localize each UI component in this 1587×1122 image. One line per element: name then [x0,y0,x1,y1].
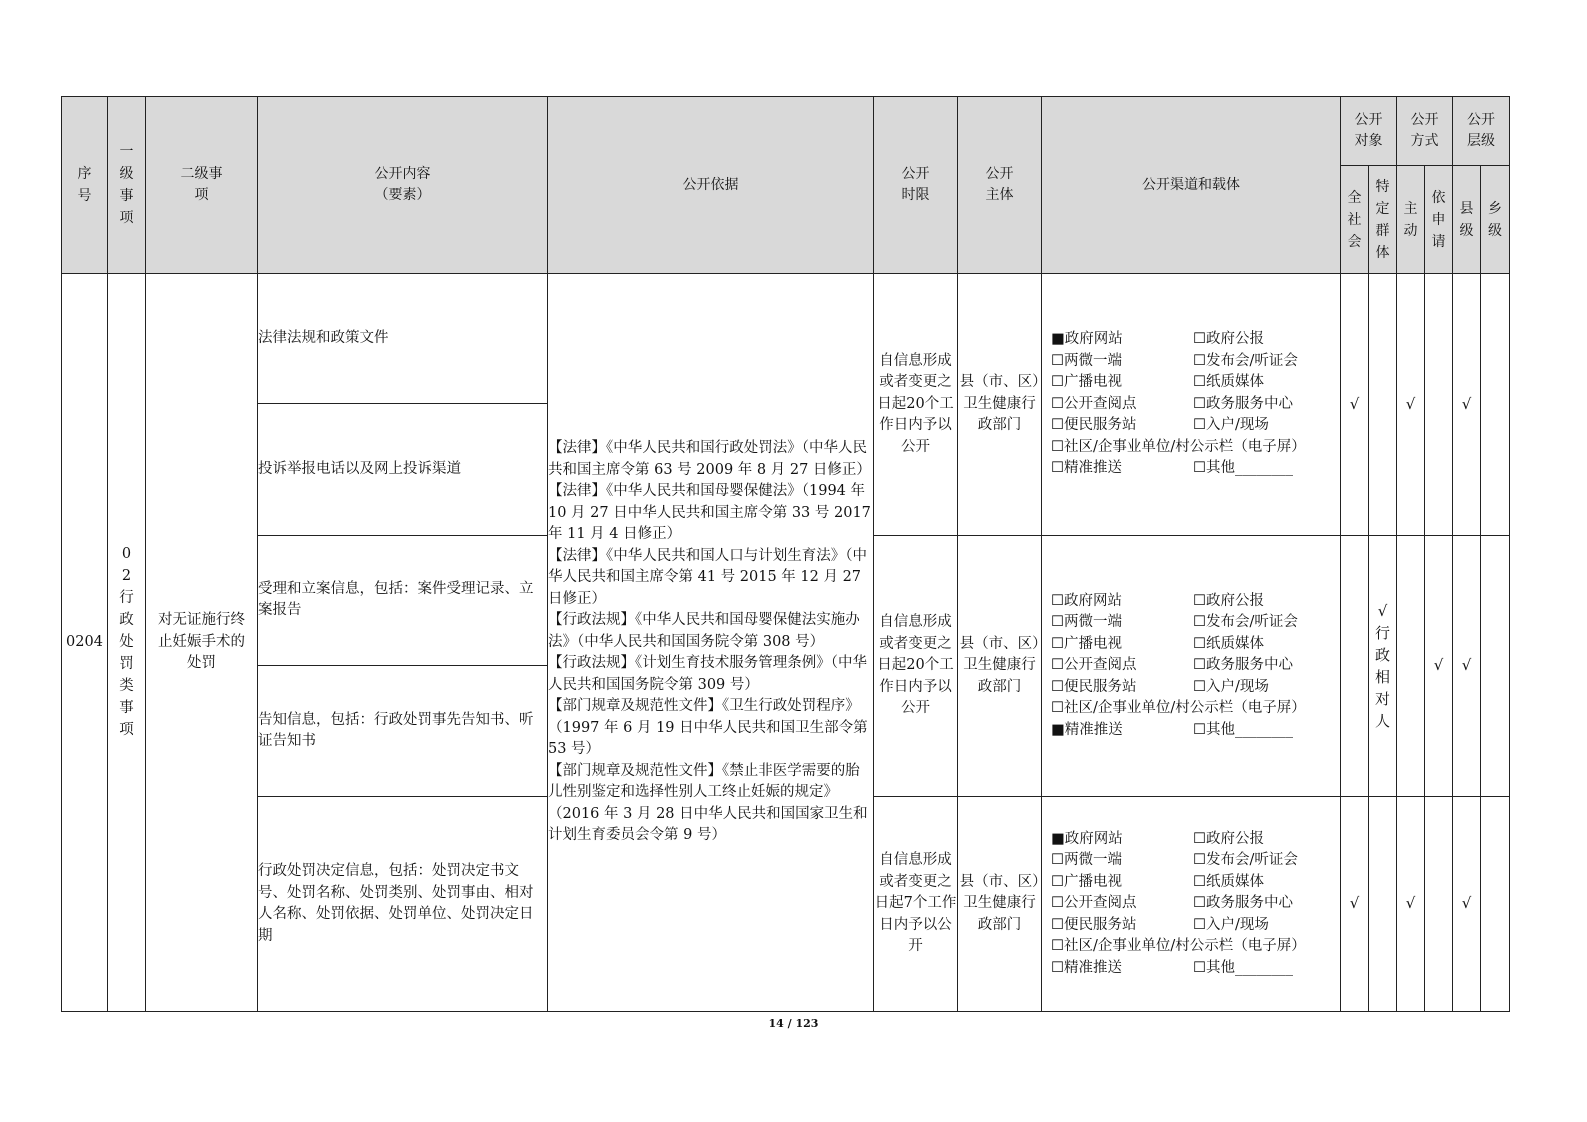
level-county-tick: √ [1453,797,1481,1012]
channel-cell [1042,797,1341,1012]
header-method: 公开方式 [1397,97,1453,166]
channel-option: ■精准推送 [1051,721,1123,738]
channel-option: ☐公开查阅点 [1051,395,1137,412]
content-item: 投诉举报电话以及网上投诉渠道 [258,404,548,535]
method-apply-tick [1425,797,1453,1012]
channel-option: ☐入户/现场 [1193,916,1269,933]
channel-option: ☐发布会/听证会 [1193,614,1298,631]
channel-cell [1042,274,1341,536]
channel-option: ☐纸质媒体 [1193,873,1264,890]
basis-item: 【法律】《中华人民共和国行政处罚法》（中华人民共和国主席令第 63 号 2009 年 8 月 27 日修正） [548,440,871,478]
channel-option: ☐政府公报 [1193,830,1264,847]
channel-option: ☐广播电视 [1051,873,1122,890]
channel-option: ☐公开查阅点 [1051,657,1137,674]
header-seq: 序号 [62,97,108,274]
target-all-tick [1341,535,1369,797]
page-number: 14 / 123 [768,1017,819,1030]
channel-option: ☐入户/现场 [1193,678,1269,695]
method-active-tick: √ [1397,274,1425,536]
method-active-tick: √ [1397,797,1425,1012]
disclosure-table [61,96,1510,1012]
header-level1: 一级事项 [108,97,146,274]
channel-option: ☐其他________ [1193,959,1293,976]
header-time-limit: 公开时限 [874,97,958,274]
basis-item: 【法律】《中华人民共和国母婴保健法》（1994 年 10 月 27 日中华人民共和国主席令第 33 号 2017 年 11 月 4 日修正） [548,483,871,543]
method-apply-tick [1425,274,1453,536]
channel-option: ☐便民服务站 [1051,417,1137,434]
channel-option: ☐两微一端 [1051,352,1122,369]
channel-option: ☐广播电视 [1051,635,1122,652]
level-town-tick [1481,274,1510,536]
basis-item: 【行政法规】《中华人民共和国母婴保健法实施办法》（中华人民共和国国务院令第 308 号） [548,612,860,650]
header-basis: 公开依据 [548,97,874,274]
channel-option: ☐政务服务中心 [1193,895,1293,912]
basis-item: 【行政法规】《计划生育技术服务管理条例》（中华人民共和国国务院令第 309 号） [548,655,867,693]
channel-option: ☐广播电视 [1051,374,1122,391]
channel-option: ☐发布会/听证会 [1193,852,1298,869]
level-town-tick [1481,535,1510,797]
target-specific-tick: √行政相对人 [1369,535,1397,797]
method-active-tick [1397,535,1425,797]
target-all-tick: √ [1341,274,1369,536]
header-method-active: 主动 [1397,166,1425,274]
content-item: 法律法规和政策文件 [258,274,548,404]
subject-cell: 县（市、区）卫生健康行政部门 [958,797,1042,1012]
header-method-apply: 依申请 [1425,166,1453,274]
header-content: 公开内容 （要素） [258,97,548,274]
basis-item: 【部门规章及规范性文件】《禁止非医学需要的胎儿性别鉴定和选择性别人工终止妊娠的规定》（2016 年 3 月 28 日中华人民共和国国家卫生和计划生育委员会令第 9 号） [548,762,868,844]
target-specific-tick [1369,797,1397,1012]
target-specific-tick [1369,274,1397,536]
basis-item: 【部门规章及规范性文件】《卫生行政处罚程序》（1997 年 6 月 19 日中华人民共和国卫生部令第 53 号） [548,698,868,758]
channel-option: ☐政府网站 [1051,592,1122,609]
header-level-county: 县级 [1453,166,1481,274]
level2-cell: 对无证施行终止妊娠手术的处罚 [146,274,258,1012]
channel-option: ☐精准推送 [1051,460,1122,477]
level-county-tick: √ [1453,274,1481,536]
subject-cell: 县（市、区）卫生健康行政部门 [958,535,1042,797]
header-level-town: 乡级 [1481,166,1510,274]
time-limit-cell: 自信息形成或者变更之日起7个工作日内予以公开 [874,797,958,1012]
header-subject: 公开主体 [958,97,1042,274]
channel-option: ☐社区/企事业单位/村公示栏（电子屏） [1051,438,1306,455]
subject-cell: 县（市、区）卫生健康行政部门 [958,274,1042,536]
basis-cell [548,274,874,1012]
header-target-all: 全社会 [1341,166,1369,274]
channel-option: ☐社区/企事业单位/村公示栏（电子屏） [1051,700,1306,717]
content-item: 受理和立案信息，包括：案件受理记录、立案报告 [258,535,548,665]
content-item: 行政处罚决定信息，包括：处罚决定书文号、处罚名称、处罚类别、处罚事由、相对人名称、处罚依据、处罚单位、处罚决定日期 [258,797,548,1012]
channel-option: ☐入户/现场 [1193,417,1269,434]
channel-option: ☐其他________ [1193,721,1293,738]
channel-option: ☐两微一端 [1051,614,1122,631]
channel-option: ☐其他________ [1193,460,1293,477]
channel-option: ☐纸质媒体 [1193,374,1264,391]
channel-option: ☐便民服务站 [1051,916,1137,933]
header-target-specific: 特定群体 [1369,166,1397,274]
header-level: 公开层级 [1453,97,1510,166]
header-level2: 二级事项 [146,97,258,274]
header-channel: 公开渠道和载体 [1042,97,1341,274]
level-county-tick: √ [1453,535,1481,797]
time-limit-cell: 自信息形成或者变更之日起20个工作日内予以公开 [874,274,958,536]
method-apply-tick: √ [1425,535,1453,797]
content-item: 告知信息，包括：行政处罚事先告知书、听证告知书 [258,666,548,797]
header-target: 公开对象 [1341,97,1397,166]
channel-option: ☐公开查阅点 [1051,895,1137,912]
seq-cell: 0204 [62,274,108,1012]
channel-option: ☐政府公报 [1193,331,1264,348]
target-all-tick: √ [1341,797,1369,1012]
channel-option: ☐政府公报 [1193,592,1264,609]
channel-cell [1042,535,1341,797]
channel-option: ☐政务服务中心 [1193,657,1293,674]
channel-option: ☐政务服务中心 [1193,395,1293,412]
level-town-tick [1481,797,1510,1012]
channel-option: ☐纸质媒体 [1193,635,1264,652]
channel-option: ☐社区/企事业单位/村公示栏（电子屏） [1051,938,1306,955]
channel-option: ☐便民服务站 [1051,678,1137,695]
channel-option: ■政府网站 [1051,830,1123,847]
basis-item: 【法律】《中华人民共和国人口与计划生育法》（中华人民共和国主席令第 41 号 2015 年 12 月 27 日修正） [548,547,867,607]
level1-cell: 02行政处罚类事项 [108,274,146,1012]
channel-option: ☐发布会/听证会 [1193,352,1298,369]
channel-option: ☐精准推送 [1051,959,1122,976]
time-limit-cell: 自信息形成或者变更之日起20个工作日内予以公开 [874,535,958,797]
channel-option: ☐两微一端 [1051,852,1122,869]
channel-option: ■政府网站 [1051,331,1123,348]
